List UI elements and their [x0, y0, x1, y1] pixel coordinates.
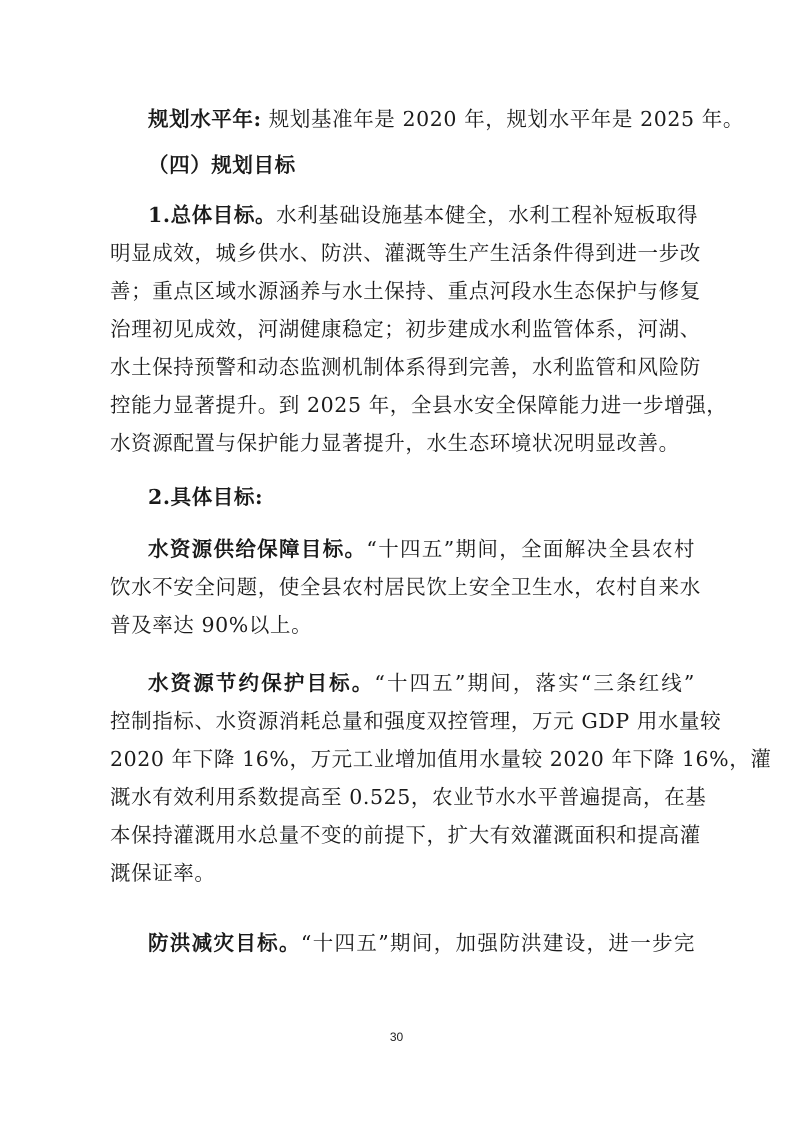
water-conservation-goal-line: 2020 年下降 16%，万元工业增加值用水量较 2020 年下降 16%，灌: [110, 747, 772, 771]
water-supply-goal-label: 水资源供给保障目标。: [148, 537, 367, 561]
water-conservation-goal-line: 控制指标、水资源消耗总量和强度双控管理，万元 GDP 用水量较: [110, 709, 722, 733]
overall-goal-line: 水资源配置与保护能力显著提升，水生态环境状况明显改善。: [110, 431, 680, 455]
water-supply-goal-first-line: [148, 534, 695, 564]
overall-goal-line: 治理初见成效，河湖健康稳定；初步建成水利监管体系，河湖、: [110, 317, 701, 341]
overall-goal-first-text: 水利基础设施基本健全，水利工程补短板取得: [276, 203, 699, 227]
water-conservation-goal-line: 本保持灌溉用水总量不变的前提下，扩大有效灌溉面积和提高灌: [110, 823, 701, 847]
water-conservation-goal-first-line: [148, 668, 695, 698]
planning-year-text: 规划基准年是 2020 年，规划水平年是 2025 年。: [261, 107, 744, 131]
overall-goal-line: 控能力显著提升。到 2025 年，全县水安全保障能力进一步增强，: [110, 393, 728, 417]
overall-goal-line: 明显成效，城乡供水、防洪、灌溉等生产生活条件得到进一步改: [110, 241, 701, 265]
specific-goals-heading: 2.具体目标:: [148, 485, 264, 509]
overall-goal-line: 善；重点区域水源涵养与水土保持、重点河段水生态保护与修复: [110, 279, 701, 303]
flood-control-goal-first-text: “十四五”期间，加强防洪建设，进一步完: [300, 931, 696, 955]
water-supply-goal-line: 普及率达 90%以上。: [110, 613, 313, 637]
overall-goal-label: 1.总体目标。: [148, 203, 277, 227]
planning-year-paragraph: [148, 104, 744, 134]
overall-goal-line: 水土保持预警和动态监测机制体系得到完善，水利监管和风险防: [110, 355, 701, 379]
page-number: 30: [389, 1030, 404, 1044]
flood-control-goal-first-line: [148, 928, 695, 958]
section-heading-planning-goals: （四）规划目标: [148, 153, 296, 177]
water-supply-goal-first-text: “十四五”期间，全面解决全县农村: [366, 537, 695, 561]
water-supply-goal-line: 饮水不安全问题，使全县农村居民饮上安全卫生水，农村自来水: [110, 575, 701, 599]
flood-control-goal-label: 防洪减灾目标。: [148, 931, 301, 955]
water-conservation-goal-first-text: “十四五”期间，落实“三条红线”: [374, 671, 695, 695]
water-conservation-goal-line: 溉水有效利用系数提高至 0.525，农业节水水平普遍提高，在基: [110, 785, 707, 809]
planning-year-label: 规划水平年:: [148, 107, 262, 131]
water-conservation-goal-line: 溉保证率。: [110, 861, 216, 885]
water-conservation-goal-label: 水资源节约保护目标。: [148, 671, 375, 695]
overall-goal-first-line: [148, 200, 699, 230]
